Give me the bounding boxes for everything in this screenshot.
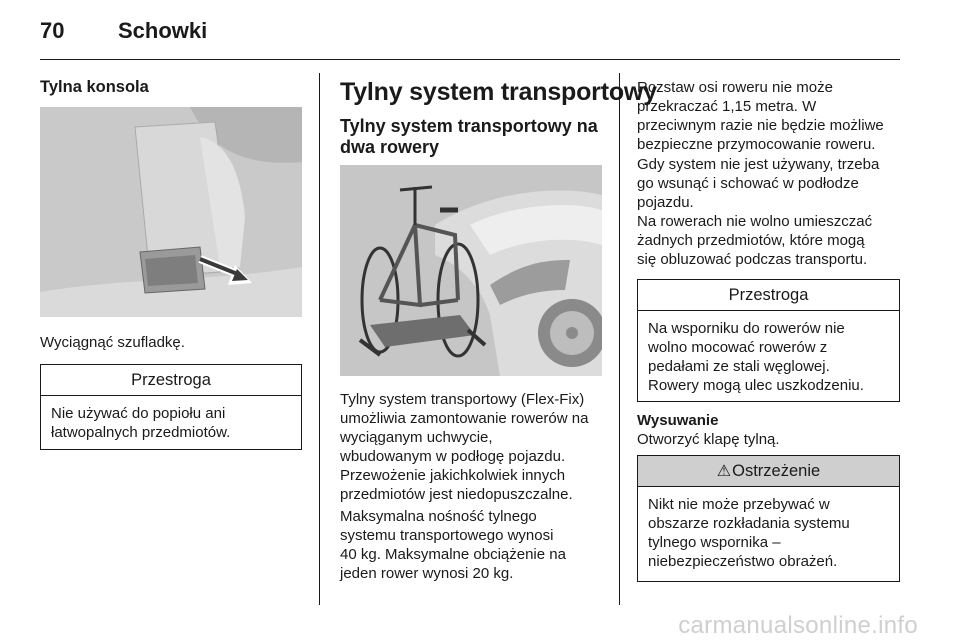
subheading-extending: Wysuwanie: [637, 412, 719, 429]
caution-line: łatwopalnych przedmiotów.: [51, 424, 231, 441]
text-line: pojazdu.: [637, 194, 694, 211]
warning-line: obszarze rozkładania systemu: [648, 515, 850, 532]
text-line: przedmiotów jest niedopuszczalne.: [340, 486, 573, 503]
caution-line: wolno mocować rowerów z: [648, 339, 828, 356]
text-line: przekraczać 1,15 metra. W: [637, 98, 817, 115]
text-line: bezpieczne przymocowanie roweru.: [637, 136, 876, 153]
caution-box-text: [638, 311, 899, 401]
text-line: Przewożenie jakichkolwiek innych: [340, 467, 566, 484]
text-line: Gdy system nie jest używany, trzeba: [637, 156, 880, 173]
carrier-load-limits: [340, 507, 566, 583]
text-line: Rozstaw osi roweru nie może: [637, 79, 833, 96]
warning-box-title: [638, 456, 899, 487]
text-line: się obluzować podczas transportu.: [637, 251, 868, 268]
text-line: umożliwia zamontowanie rowerów na: [340, 410, 589, 427]
caution-box-text: [41, 396, 301, 448]
extending-section: [637, 411, 780, 449]
warning-triangle-icon: ⚠: [716, 463, 732, 480]
header-rule: [40, 59, 900, 60]
caution-line: Na wsporniku do rowerów nie: [648, 320, 845, 337]
caution-line: Rowery mogą ulec uszkodzeniu.: [648, 377, 864, 394]
watermark: carmanualsonline.info: [678, 612, 918, 639]
drawer-instruction: Wyciągnąć szufladkę.: [40, 334, 185, 351]
caution-line: Nie używać do popiołu ani: [51, 405, 226, 422]
subheading-line: dwa rowery: [340, 137, 440, 157]
text-line: wbudowanym w podłogę pojazdu.: [340, 448, 566, 465]
chapter-title: Schowki: [118, 18, 208, 43]
carrier-description: [340, 390, 588, 504]
wheelbase-limit-text: [637, 78, 884, 154]
text-line: Maksymalna nośność tylnego: [340, 508, 537, 525]
caution-box-title: Przestroga: [41, 365, 301, 396]
text-line: 40 kg. Maksymalne obciążenie na: [340, 546, 566, 563]
stowing-text: [637, 155, 879, 212]
text-line: Tylny system transportowy (Flex-Fix): [340, 391, 585, 408]
subheading-line: Tylny system transportowy na: [340, 116, 598, 136]
text-line: go wsunąć i schować w podłodze: [637, 175, 859, 192]
text-line: przeciwnym razie nie będzie możliwe: [637, 117, 884, 134]
text-line: systemu transportowego wynosi: [340, 527, 554, 544]
warning-box-text: [638, 487, 899, 577]
caution-line: pedałami ze stali węglowej.: [648, 358, 830, 375]
section-heading-rear-carrier: Tylny system transportowy: [340, 78, 657, 106]
subheading-two-bikes: [340, 116, 598, 158]
rear-console-illustration: [40, 107, 302, 317]
column-divider-1: [319, 73, 320, 605]
column-divider-2: [619, 73, 620, 605]
section-heading-rear-console: Tylna konsola: [40, 78, 149, 96]
warning-line: tylnego wspornika –: [648, 534, 781, 551]
warning-box-injury: [637, 455, 900, 582]
text-line: wyciąganym uchwycie,: [340, 429, 493, 446]
loose-items-text: [637, 212, 872, 269]
text-line: żadnych przedmiotów, które mogą: [637, 232, 865, 249]
warning-line: niebezpieczeństwo obrażeń.: [648, 553, 838, 570]
text-line: jeden rower wynosi 20 kg.: [340, 565, 514, 582]
caution-box-carbon-pedals: [637, 279, 900, 402]
caution-box-title: Przestroga: [638, 280, 899, 311]
warning-title-text: Ostrzeżenie: [732, 462, 821, 480]
warning-line: Nikt nie może przebywać w: [648, 496, 830, 513]
bike-carrier-illustration: [340, 165, 602, 376]
page-number: 70: [40, 18, 65, 43]
caution-box-ashtray: [40, 364, 302, 450]
text-line: Na rowerach nie wolno umieszczać: [637, 213, 873, 230]
open-tailgate-instruction: Otworzyć klapę tylną.: [637, 431, 780, 448]
